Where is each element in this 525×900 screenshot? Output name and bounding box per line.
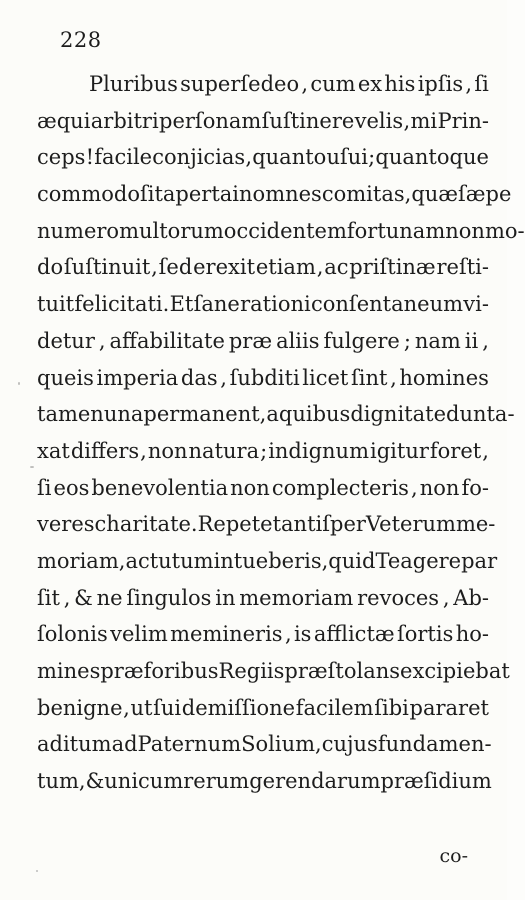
text-word: velis bbox=[354, 108, 404, 133]
text-word: , bbox=[140, 438, 147, 463]
text-word: & bbox=[85, 769, 105, 794]
text-line bbox=[37, 653, 510, 690]
text-word: ipſis bbox=[417, 72, 464, 96]
text-word: arbitri bbox=[90, 108, 159, 133]
text-word: differs bbox=[70, 438, 140, 463]
text-word: ac bbox=[324, 255, 349, 280]
text-line bbox=[37, 286, 489, 323]
text-word: ſit bbox=[139, 182, 163, 207]
text-word: in bbox=[232, 182, 253, 207]
text-word: præ bbox=[100, 659, 144, 683]
text-word: facile bbox=[94, 145, 153, 170]
text-word: conjicias bbox=[152, 145, 246, 170]
text-word: fo- bbox=[461, 475, 489, 500]
text-line bbox=[37, 433, 489, 470]
text-word: das bbox=[180, 365, 218, 390]
text-word: una bbox=[103, 402, 144, 427]
text-line bbox=[37, 506, 496, 543]
text-word: Repete bbox=[197, 512, 273, 537]
text-word: occidentem bbox=[223, 218, 347, 243]
text-word: dunta- bbox=[446, 402, 515, 427]
text-word: ſolonis bbox=[37, 622, 108, 647]
text-word: ſit bbox=[37, 585, 60, 610]
text-word: excipiebat bbox=[400, 659, 510, 683]
text-word: xat bbox=[37, 438, 70, 463]
text-word: , bbox=[465, 72, 473, 96]
text-word: , bbox=[315, 732, 322, 757]
text-word: ii bbox=[464, 328, 479, 353]
text-word: , bbox=[151, 255, 158, 280]
text-word: , bbox=[321, 548, 329, 573]
text-word: præſidium bbox=[380, 769, 492, 794]
text-word: ſuſtinuit bbox=[63, 255, 151, 280]
text-line bbox=[37, 396, 515, 433]
text-word: affabilitate bbox=[109, 328, 225, 353]
text-word: agere bbox=[400, 548, 462, 573]
text-word: Ab- bbox=[453, 585, 489, 610]
text-word: multorum bbox=[119, 218, 224, 243]
text-word: , bbox=[284, 622, 292, 647]
text-word: Paternum bbox=[137, 732, 242, 757]
text-word: veres bbox=[37, 512, 95, 537]
text-word: facilem bbox=[295, 695, 374, 720]
text-word: ceps bbox=[37, 145, 86, 170]
text-word: fundamen- bbox=[377, 732, 492, 757]
text-word: nam bbox=[414, 328, 461, 353]
text-word: mo- bbox=[484, 218, 525, 243]
text-word: , bbox=[78, 769, 86, 794]
text-line bbox=[37, 103, 489, 140]
text-word: mines bbox=[37, 659, 101, 683]
text-word: ſortis bbox=[396, 622, 454, 647]
text-word: , bbox=[98, 328, 106, 353]
text-word: priſtinæ bbox=[349, 255, 436, 280]
text-word: ſubditi bbox=[229, 365, 300, 390]
text-word: felicitati. bbox=[74, 292, 170, 317]
text-line bbox=[37, 323, 489, 360]
text-word: , bbox=[301, 72, 309, 96]
paper-speck bbox=[30, 466, 34, 468]
text-line bbox=[37, 360, 489, 397]
text-line bbox=[37, 726, 492, 763]
text-word: æqui bbox=[37, 108, 91, 133]
text-word: ſæpe bbox=[458, 182, 512, 207]
text-word: ho- bbox=[455, 622, 489, 647]
text-word: quantoque bbox=[375, 145, 489, 170]
text-word: quanto bbox=[252, 145, 327, 170]
text-word: eos bbox=[53, 475, 90, 500]
text-word: ; bbox=[368, 145, 376, 170]
text-line bbox=[37, 543, 498, 580]
text-word: Solium bbox=[241, 732, 316, 757]
text-word: rerum bbox=[183, 769, 250, 794]
text-word: foribus bbox=[143, 659, 219, 683]
text-word: uſui bbox=[326, 145, 369, 170]
text-word: cujus bbox=[321, 732, 378, 757]
text-word: , bbox=[404, 182, 412, 207]
text-line bbox=[37, 690, 489, 727]
text-line bbox=[37, 470, 489, 507]
text-word: , bbox=[403, 108, 411, 133]
text-word: quæ bbox=[411, 182, 459, 207]
text-word: , bbox=[482, 438, 489, 463]
text-word: charitate. bbox=[94, 512, 198, 537]
text-word: , bbox=[220, 365, 227, 390]
text-word: licet bbox=[302, 365, 349, 390]
text-word: , bbox=[390, 365, 397, 390]
text-word: ne bbox=[96, 585, 123, 610]
text-word: numero bbox=[37, 218, 120, 243]
text-word: ſui bbox=[153, 695, 182, 720]
text-word: permanent bbox=[143, 402, 260, 427]
text-word: queis bbox=[37, 365, 94, 390]
text-line bbox=[37, 580, 489, 617]
text-word: etiam bbox=[255, 255, 316, 280]
text-word: perſonam bbox=[159, 108, 262, 133]
text-word: præſtolans bbox=[284, 659, 401, 683]
text-word: ſane bbox=[193, 292, 240, 317]
text-word: Veterum bbox=[365, 512, 456, 537]
text-word: cum bbox=[310, 72, 356, 96]
text-word: non bbox=[147, 438, 188, 463]
text-word: imperia bbox=[96, 365, 179, 390]
text-word: detur bbox=[37, 328, 95, 353]
text-word: ſingulos bbox=[126, 585, 212, 610]
text-word: comitas bbox=[321, 182, 405, 207]
text-word: a bbox=[266, 402, 279, 427]
text-word: Prin- bbox=[437, 108, 489, 133]
text-line bbox=[37, 66, 489, 103]
text-word: vi- bbox=[463, 292, 489, 317]
text-word: foret bbox=[429, 438, 482, 463]
body-text bbox=[37, 66, 525, 800]
text-word: erexit bbox=[193, 255, 256, 280]
text-word: benevolentia bbox=[91, 475, 229, 500]
text-word: revoces bbox=[357, 585, 440, 610]
text-word: , bbox=[63, 585, 71, 610]
text-word: in bbox=[215, 585, 236, 610]
text-word: Te bbox=[375, 548, 401, 573]
text-word: , bbox=[123, 695, 130, 720]
text-word: par bbox=[461, 548, 498, 573]
text-word: homines bbox=[399, 365, 489, 390]
text-word: fulgere bbox=[323, 328, 400, 353]
text-word: ! bbox=[85, 145, 95, 170]
text-line bbox=[37, 616, 489, 653]
text-word: aditum bbox=[37, 732, 112, 757]
text-word: , bbox=[442, 585, 450, 610]
text-word: non bbox=[230, 475, 270, 500]
text-word: moriam bbox=[37, 548, 119, 573]
text-word: igitur bbox=[370, 438, 429, 463]
text-word: Pluribus bbox=[89, 72, 178, 96]
text-word: ex bbox=[357, 72, 383, 96]
text-word: , bbox=[245, 145, 253, 170]
text-word: tuit bbox=[37, 292, 75, 317]
text-word: benigne bbox=[37, 695, 123, 720]
text-word: quid bbox=[328, 548, 376, 573]
text-word: ſi bbox=[37, 475, 52, 500]
text-word: ; bbox=[260, 438, 268, 463]
text-word: tantiſper bbox=[272, 512, 366, 537]
text-word: natura bbox=[188, 438, 260, 463]
paper-speck bbox=[36, 870, 38, 872]
text-word: afflictæ bbox=[313, 622, 395, 647]
text-word: demiſſione bbox=[181, 695, 296, 720]
text-word: ut bbox=[130, 695, 153, 720]
text-word: tamen bbox=[37, 402, 104, 427]
text-line bbox=[37, 176, 512, 213]
text-word: pararet bbox=[409, 695, 489, 720]
text-word: me- bbox=[455, 512, 496, 537]
text-word: complecteris bbox=[271, 475, 409, 500]
text-word: & bbox=[74, 585, 93, 610]
text-word: unicum bbox=[104, 769, 184, 794]
text-word: , bbox=[118, 548, 126, 573]
text-word: actutum bbox=[125, 548, 214, 573]
text-word: ſed bbox=[158, 255, 193, 280]
catchword: co- bbox=[439, 845, 468, 867]
text-word: fortunam bbox=[346, 218, 446, 243]
text-line bbox=[37, 249, 489, 286]
text-line bbox=[37, 139, 489, 176]
text-line bbox=[37, 763, 492, 800]
text-line bbox=[37, 213, 525, 250]
text-word: omnes bbox=[252, 182, 322, 207]
text-word: gerendarum bbox=[249, 769, 381, 794]
text-word: commodo bbox=[37, 182, 140, 207]
text-word: memineris bbox=[170, 622, 283, 647]
text-word: velim bbox=[110, 622, 168, 647]
text-word: aperta bbox=[162, 182, 233, 207]
text-word: Et bbox=[169, 292, 194, 317]
text-word: reſti- bbox=[436, 255, 489, 280]
text-word: , bbox=[259, 402, 267, 427]
text-word: conſentaneum bbox=[311, 292, 464, 317]
text-word: intueberis bbox=[213, 548, 322, 573]
text-word: his bbox=[384, 72, 416, 96]
text-word: dignitate bbox=[350, 402, 446, 427]
text-word: is bbox=[293, 622, 312, 647]
text-word: mi bbox=[410, 108, 438, 133]
text-word: aliis bbox=[276, 328, 320, 353]
text-word: , bbox=[316, 255, 324, 280]
text-word: rationi bbox=[240, 292, 311, 317]
text-word: non bbox=[419, 475, 460, 500]
text-word: ſibi bbox=[374, 695, 409, 720]
text-word: tum bbox=[37, 769, 79, 794]
text-word: do bbox=[37, 255, 64, 280]
text-word: ſuſtinere bbox=[261, 108, 355, 133]
text-word: memoriam bbox=[239, 585, 354, 610]
text-word: , bbox=[482, 328, 489, 353]
text-word: , bbox=[410, 475, 418, 500]
paper-speck bbox=[18, 382, 20, 385]
text-word: ſi bbox=[474, 72, 489, 96]
page-number: 228 bbox=[60, 28, 102, 52]
text-word: non bbox=[445, 218, 485, 243]
text-word: Regiis bbox=[218, 659, 285, 683]
text-word: superſedeo bbox=[180, 72, 300, 96]
text-word: ad bbox=[111, 732, 138, 757]
text-word: præ bbox=[228, 328, 273, 353]
text-word: ſint bbox=[350, 365, 388, 390]
text-word: indignum bbox=[268, 438, 369, 463]
text-word: ; bbox=[403, 328, 411, 353]
text-word: quibus bbox=[278, 402, 351, 427]
